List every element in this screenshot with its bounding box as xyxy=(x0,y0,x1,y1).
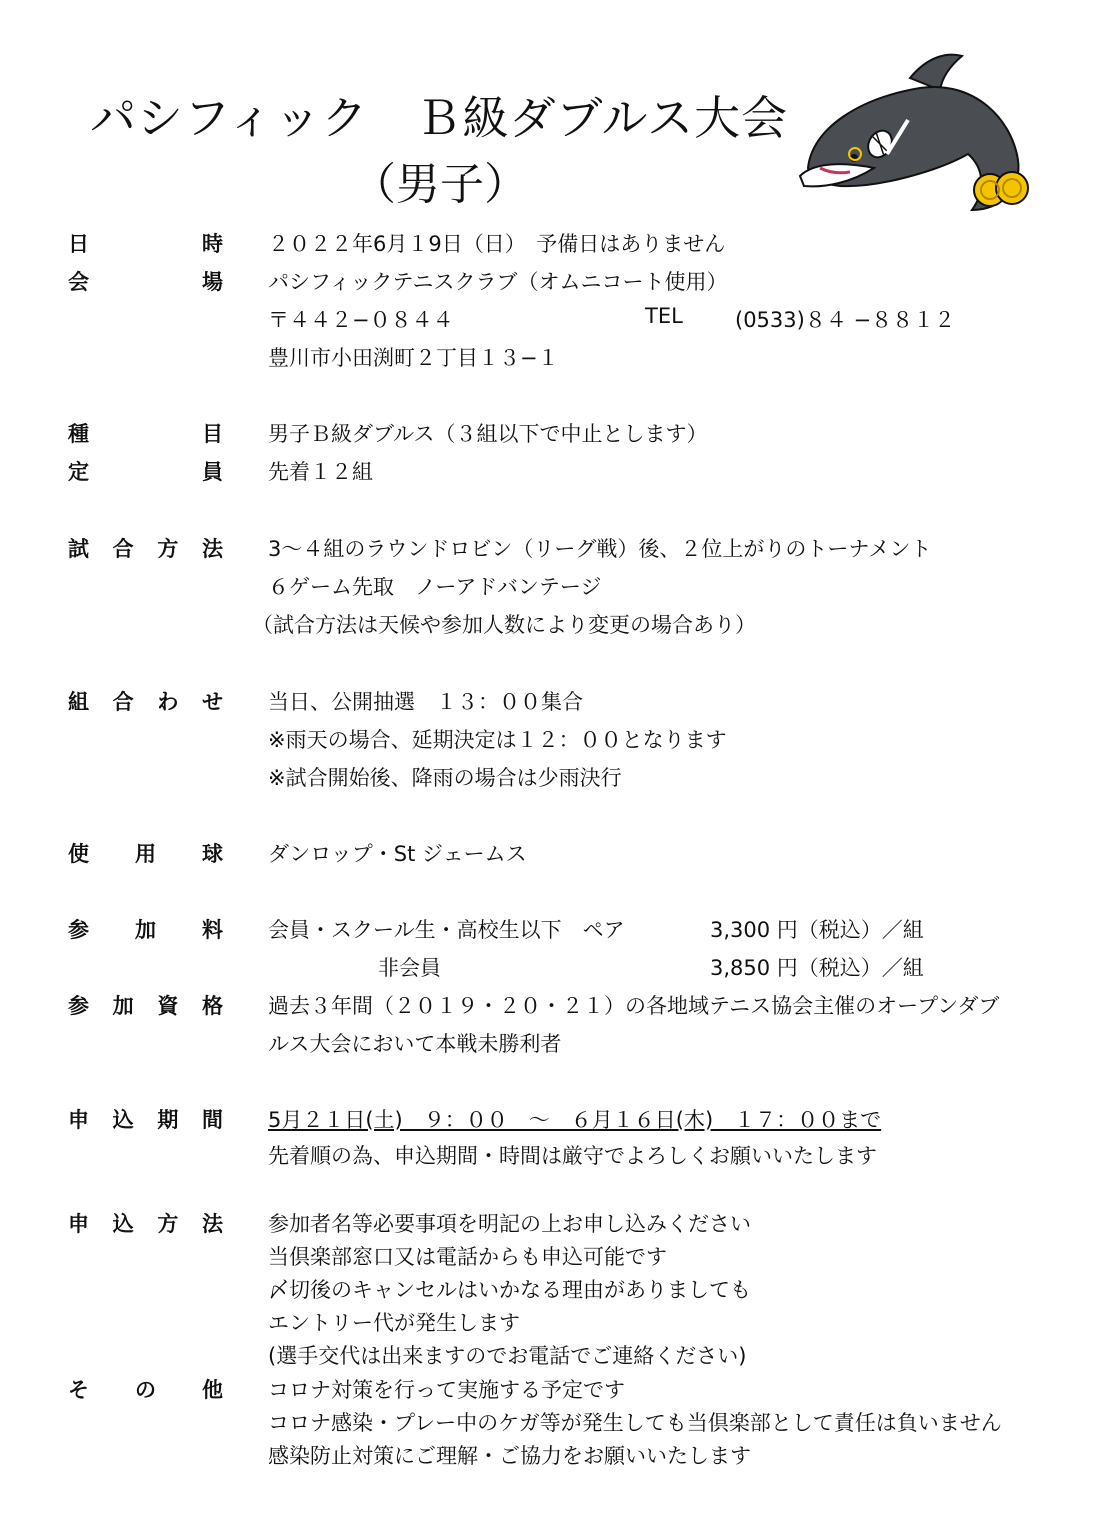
date-text: ２０２２年6月１9日（日） 予備日はありません xyxy=(268,232,726,256)
fee-non-label: 非会員 xyxy=(378,956,441,980)
label-date: 日 時 xyxy=(68,232,223,256)
venue-zip: 〒４４２−０８４４ xyxy=(268,308,454,332)
period-line-1: 5月２１日(土) ９：００ 〜 ６月１６日(木) １７：００まで xyxy=(268,1108,882,1132)
venue-tel: (0533)８４ −８８１２ xyxy=(735,308,956,332)
apply-line-4: エントリー代が発生します xyxy=(268,1311,520,1335)
fee-member-price: 3,300 円（税込）／組 xyxy=(710,918,924,942)
label-event: 種 目 xyxy=(68,422,223,446)
method-line-3: （試合方法は天候や参加人数により変更の場合あり） xyxy=(252,613,756,637)
draw-line-3: ※試合開始後、降雨の場合は少雨決行 xyxy=(268,766,622,790)
other-line-1: コロナ対策を行って実施する予定です xyxy=(268,1378,625,1402)
other-line-2: コロナ感染・プレー中のケガ等が発生しても当倶楽部として責任は負いません xyxy=(268,1411,1002,1435)
ball-text: ダンロップ・St ジェームス xyxy=(268,842,527,866)
apply-line-1: 参加者名等必要事項を明記の上お申し込みください xyxy=(268,1212,751,1236)
label-apply: 申 込 方 法 xyxy=(68,1212,223,1236)
page-title: パシフィック Ｂ級ダブルス大会 xyxy=(90,91,789,145)
apply-line-2: 当倶楽部窓口又は電話からも申込可能です xyxy=(268,1245,667,1269)
method-line-2: ６ゲーム先取 ノーアドバンテージ xyxy=(268,575,602,599)
eligibility-line-2: ルス大会において本戦未勝利者 xyxy=(268,1032,562,1056)
dolphin-tennis-mascot-icon xyxy=(790,50,1040,215)
label-other: そ の 他 xyxy=(68,1378,223,1402)
label-method: 試 合 方 法 xyxy=(68,537,223,561)
draw-line-2: ※雨天の場合、延期決定は１２：００となります xyxy=(268,728,727,752)
label-draw: 組 合 わ せ xyxy=(68,690,223,714)
label-period: 申 込 期 間 xyxy=(68,1108,223,1132)
label-capacity: 定 員 xyxy=(68,460,223,484)
draw-line-1: 当日、公開抽選 １３：００集合 xyxy=(268,690,583,714)
period-line-2: 先着順の為、申込期間・時間は厳守でよろしくお願いいたします xyxy=(268,1144,877,1168)
fee-non-price: 3,850 円（税込）／組 xyxy=(710,956,924,980)
event-text: 男子Ｂ級ダブルス（３組以下で中止とします） xyxy=(268,422,708,446)
apply-line-5: (選手交代は出来ますのでお電話でご連絡ください) xyxy=(268,1344,747,1368)
fee-member-label: 会員・スクール生・高校生以下 ペア xyxy=(268,918,625,942)
apply-line-3: 〆切後のキャンセルはいかなる理由がありましても xyxy=(268,1278,751,1302)
label-fee: 参 加 料 xyxy=(68,918,223,942)
eligibility-line-1: 過去３年間（２０１９・２０・２１）の各地域テニス協会主催のオープンダブ xyxy=(268,994,1000,1018)
other-line-3: 感染防止対策にご理解・ご協力をお願いいたします xyxy=(268,1444,751,1468)
capacity-text: 先着１２組 xyxy=(268,460,373,484)
label-venue: 会 場 xyxy=(68,270,223,294)
method-line-1: 3〜４組のラウンドロビン（リーグ戦）後、２位上がりのトーナメント xyxy=(268,537,932,561)
label-eligibility: 参 加 資 格 xyxy=(68,994,223,1018)
label-ball: 使 用 球 xyxy=(68,842,223,866)
page-subtitle: （男子） xyxy=(352,159,528,210)
venue-name: パシフィックテニスクラブ（オムニコート使用） xyxy=(268,270,728,294)
venue-address: 豊川市小田渕町２丁目１３−１ xyxy=(268,346,559,370)
venue-tel-label: TEL xyxy=(645,304,683,328)
